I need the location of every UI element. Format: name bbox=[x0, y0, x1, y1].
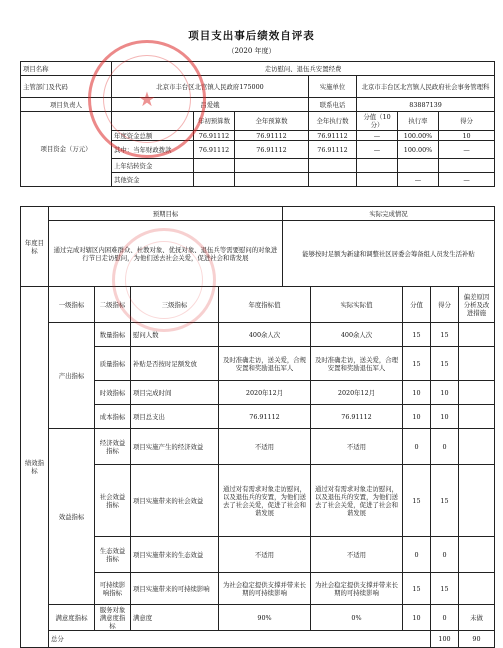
funds-header-rate: 执行率 bbox=[398, 112, 439, 131]
goals-label: 年度目标 bbox=[21, 207, 49, 287]
indicator-score: 10 bbox=[431, 381, 459, 405]
indicator-l2: 可持续影响指标 bbox=[95, 573, 131, 605]
indicator-header-note: 偏差原因分析及改进措施 bbox=[459, 287, 495, 323]
funds-row-rate: — bbox=[398, 173, 439, 187]
unit-value: 北京市丰台区北宫镇人民政府社会事务管理科 bbox=[357, 76, 495, 98]
indicator-actual: 不适用 bbox=[311, 429, 403, 465]
indicator-weight: 10 bbox=[403, 381, 431, 405]
indicator-l2: 经济效益指标 bbox=[95, 429, 131, 465]
funds-row-score: — bbox=[439, 141, 495, 159]
indicator-score: 15 bbox=[431, 465, 459, 537]
indicator-l3: 项目完成时间 bbox=[131, 381, 219, 405]
total-label: 总分 bbox=[49, 631, 431, 648]
indicator-target: 不适用 bbox=[219, 429, 311, 465]
indicator-header-target: 年度指标值 bbox=[219, 287, 311, 323]
funds-row-rate: 100.00% bbox=[398, 141, 439, 159]
indicator-l3: 满意度 bbox=[131, 605, 219, 631]
indicator-weight: 15 bbox=[403, 465, 431, 537]
indicator-weight: 15 bbox=[403, 323, 431, 347]
phone-value: 83887139 bbox=[357, 98, 495, 112]
funds-header-weight: 分值（10分） bbox=[357, 112, 398, 131]
indicator-note bbox=[459, 573, 495, 605]
indicator-group-label: 绩效指标 bbox=[21, 287, 49, 648]
indicator-score: 10 bbox=[431, 405, 459, 429]
indicator-l3: 项目实施产生的经济效益 bbox=[131, 429, 219, 465]
funds-row-exec bbox=[309, 159, 357, 173]
indicator-l3: 补贴是否按时足额发放 bbox=[131, 347, 219, 381]
indicator-actual: 及时准确走访，送关爱，合理安置和奖励退伍军人 bbox=[311, 347, 403, 381]
funds-row-budget: 76.91112 bbox=[194, 141, 235, 159]
project-name: 走访慰问、退伍兵安置经费 bbox=[112, 62, 495, 76]
funds-row-full: 76.91112 bbox=[235, 141, 309, 159]
faint-seal bbox=[112, 228, 216, 332]
indicator-score: 15 bbox=[431, 573, 459, 605]
indicator-l2: 数量指标 bbox=[95, 323, 131, 347]
funds-row-budget bbox=[194, 173, 235, 187]
indicator-l2: 生态效益指标 bbox=[95, 537, 131, 573]
seal-star-icon: ★ bbox=[138, 87, 156, 111]
effect-indicator-label: 效益指标 bbox=[49, 429, 95, 605]
funds-row-budget bbox=[194, 159, 235, 173]
indicator-note bbox=[459, 429, 495, 465]
satisfaction-indicator-label: 满意度指标 bbox=[49, 605, 95, 631]
indicator-target: 通过对有需求对象走访慰问，以及退伍兵的安置，为他们送去了社会关爱，促进了社会和谐发展 bbox=[219, 465, 311, 537]
funds-row-exec: 76.91112 bbox=[309, 131, 357, 141]
indicator-note bbox=[459, 465, 495, 537]
funds-row-score bbox=[439, 159, 495, 173]
indicator-header-actual: 实际实际值 bbox=[311, 287, 403, 323]
indicator-target: 为社会稳定提供支撑并带来长期的可持续影响 bbox=[219, 573, 311, 605]
indicator-l2: 时效指标 bbox=[95, 381, 131, 405]
funds-row-name: 上年结转资金 bbox=[112, 159, 194, 173]
indicator-weight: 15 bbox=[403, 347, 431, 381]
phone-label: 联系电话 bbox=[309, 98, 357, 112]
indicator-target: 不适用 bbox=[219, 537, 311, 573]
indicator-target: 90% bbox=[219, 605, 311, 631]
indicator-l3: 慰问人数 bbox=[131, 323, 219, 347]
indicator-header-l2: 二级指标 bbox=[95, 287, 131, 323]
funds-row-weight bbox=[357, 173, 398, 187]
funds-row-name: 年度资金总额 bbox=[112, 131, 194, 141]
funds-label: 项目资金（万元） bbox=[21, 112, 112, 187]
indicator-note bbox=[459, 323, 495, 347]
indicator-note bbox=[459, 405, 495, 429]
goals-table bbox=[20, 206, 495, 287]
indicator-weight: 15 bbox=[403, 573, 431, 605]
funds-row-score: — bbox=[439, 173, 495, 187]
indicator-actual: 400余人次 bbox=[311, 323, 403, 347]
indicator-l3: 项目实施带来的生态效益 bbox=[131, 537, 219, 573]
goals-expected: 通过完成对辖区内困难群众、杜教对象、优抚对象、退伍兵等需要慰问的对象进行节日走访慰问，为他们送去社会关爱，促进社会和谐发展 bbox=[49, 221, 283, 287]
output-indicator-label: 产出指标 bbox=[49, 323, 95, 429]
funds-row-weight: — bbox=[357, 141, 398, 159]
funds-row-weight bbox=[357, 159, 398, 173]
page-title: 项目支出事后绩效自评表 bbox=[188, 30, 315, 42]
indicator-l3: 项目实施带来的社会效益 bbox=[131, 465, 219, 537]
dept-label: 主管部门及代码 bbox=[21, 76, 112, 98]
indicator-target: 76.91112 bbox=[219, 405, 311, 429]
indicator-actual: 0% bbox=[311, 605, 403, 631]
indicator-actual: 2020年12月 bbox=[311, 381, 403, 405]
funds-row-rate bbox=[398, 159, 439, 173]
indicator-header-l1: 一级指标 bbox=[49, 287, 95, 323]
indicator-l2: 社会效益指标 bbox=[95, 465, 131, 537]
goals-actual-header: 实际完成情况 bbox=[283, 207, 495, 221]
funds-row-full bbox=[235, 173, 309, 187]
indicator-header-l3: 三级指标 bbox=[131, 287, 219, 323]
total-score: 90 bbox=[459, 631, 495, 648]
indicator-note: 未做 bbox=[459, 605, 495, 631]
owner-label: 项目负责人 bbox=[21, 98, 112, 112]
funds-row-rate: 100.00% bbox=[398, 131, 439, 141]
goals-expected-header: 预期目标 bbox=[49, 207, 283, 221]
indicator-actual: 通过对有需求对象走访慰问，以及退伍兵的安置，为他们送去了社会关爱，促进了社会和谐发展 bbox=[311, 465, 403, 537]
project-name-label: 项目名称 bbox=[21, 62, 112, 76]
funds-row-weight: — bbox=[357, 131, 398, 141]
indicator-l3: 项目总支出 bbox=[131, 405, 219, 429]
funds-row-score: 10 bbox=[439, 131, 495, 141]
indicator-score: 15 bbox=[431, 323, 459, 347]
indicator-header-score: 得分 bbox=[431, 287, 459, 323]
indicator-weight: 0 bbox=[403, 537, 431, 573]
official-seal bbox=[88, 40, 206, 158]
indicator-note bbox=[459, 381, 495, 405]
funds-row-name: 其他资金 bbox=[112, 173, 194, 187]
funds-row-full: 76.91112 bbox=[235, 131, 309, 141]
indicator-weight: 0 bbox=[403, 429, 431, 465]
indicator-score: 0 bbox=[431, 537, 459, 573]
unit-label: 实施单位 bbox=[309, 76, 357, 98]
indicator-target: 及时准确走访，送关爱，合规安置和奖励退伍军人 bbox=[219, 347, 311, 381]
owner-value: 吕爱娥 bbox=[112, 98, 309, 112]
indicator-note bbox=[459, 347, 495, 381]
total-weight: 100 bbox=[431, 631, 459, 648]
funds-row-full bbox=[235, 159, 309, 173]
indicator-score: 0 bbox=[431, 605, 459, 631]
indicator-l2: 成本指标 bbox=[95, 405, 131, 429]
goals-actual: 能够按时足额为新建和调整社区居委会筹备组人员发生活补贴 bbox=[283, 221, 495, 287]
indicator-target: 400余人次 bbox=[219, 323, 311, 347]
indicator-target: 2020年12月 bbox=[219, 381, 311, 405]
indicator-actual: 不适用 bbox=[311, 537, 403, 573]
dept-value: 北京市丰台区北宫镇人民政府175000 bbox=[112, 76, 309, 98]
indicator-note bbox=[459, 537, 495, 573]
indicator-score: 0 bbox=[431, 429, 459, 465]
funds-row-name: 其中：当年财政拨款 bbox=[112, 141, 194, 159]
funds-header-score: 得分 bbox=[439, 112, 495, 131]
funds-header-budget: 年初预算数 bbox=[194, 112, 235, 131]
indicators-table bbox=[20, 286, 495, 648]
indicator-l2: 服务对象满意度指标 bbox=[95, 605, 131, 631]
funds-header-full: 全年预算数 bbox=[235, 112, 309, 131]
year-label: （2020 年度） bbox=[227, 47, 276, 55]
funds-header-exec: 全年执行数 bbox=[309, 112, 357, 131]
funds-row-exec: 76.91112 bbox=[309, 141, 357, 159]
indicator-weight: 10 bbox=[403, 405, 431, 429]
funds-row-exec bbox=[309, 173, 357, 187]
indicator-l3: 项目实施带来的可持续影响 bbox=[131, 573, 219, 605]
indicator-actual: 为社会稳定提供支撑并带来长期的可持续影响 bbox=[311, 573, 403, 605]
indicator-l2: 质量指标 bbox=[95, 347, 131, 381]
indicator-actual: 76.91112 bbox=[311, 405, 403, 429]
funds-row-budget: 76.91112 bbox=[194, 131, 235, 141]
indicator-score: 15 bbox=[431, 347, 459, 381]
indicator-weight: 10 bbox=[403, 605, 431, 631]
indicator-header-weight: 分值 bbox=[403, 287, 431, 323]
